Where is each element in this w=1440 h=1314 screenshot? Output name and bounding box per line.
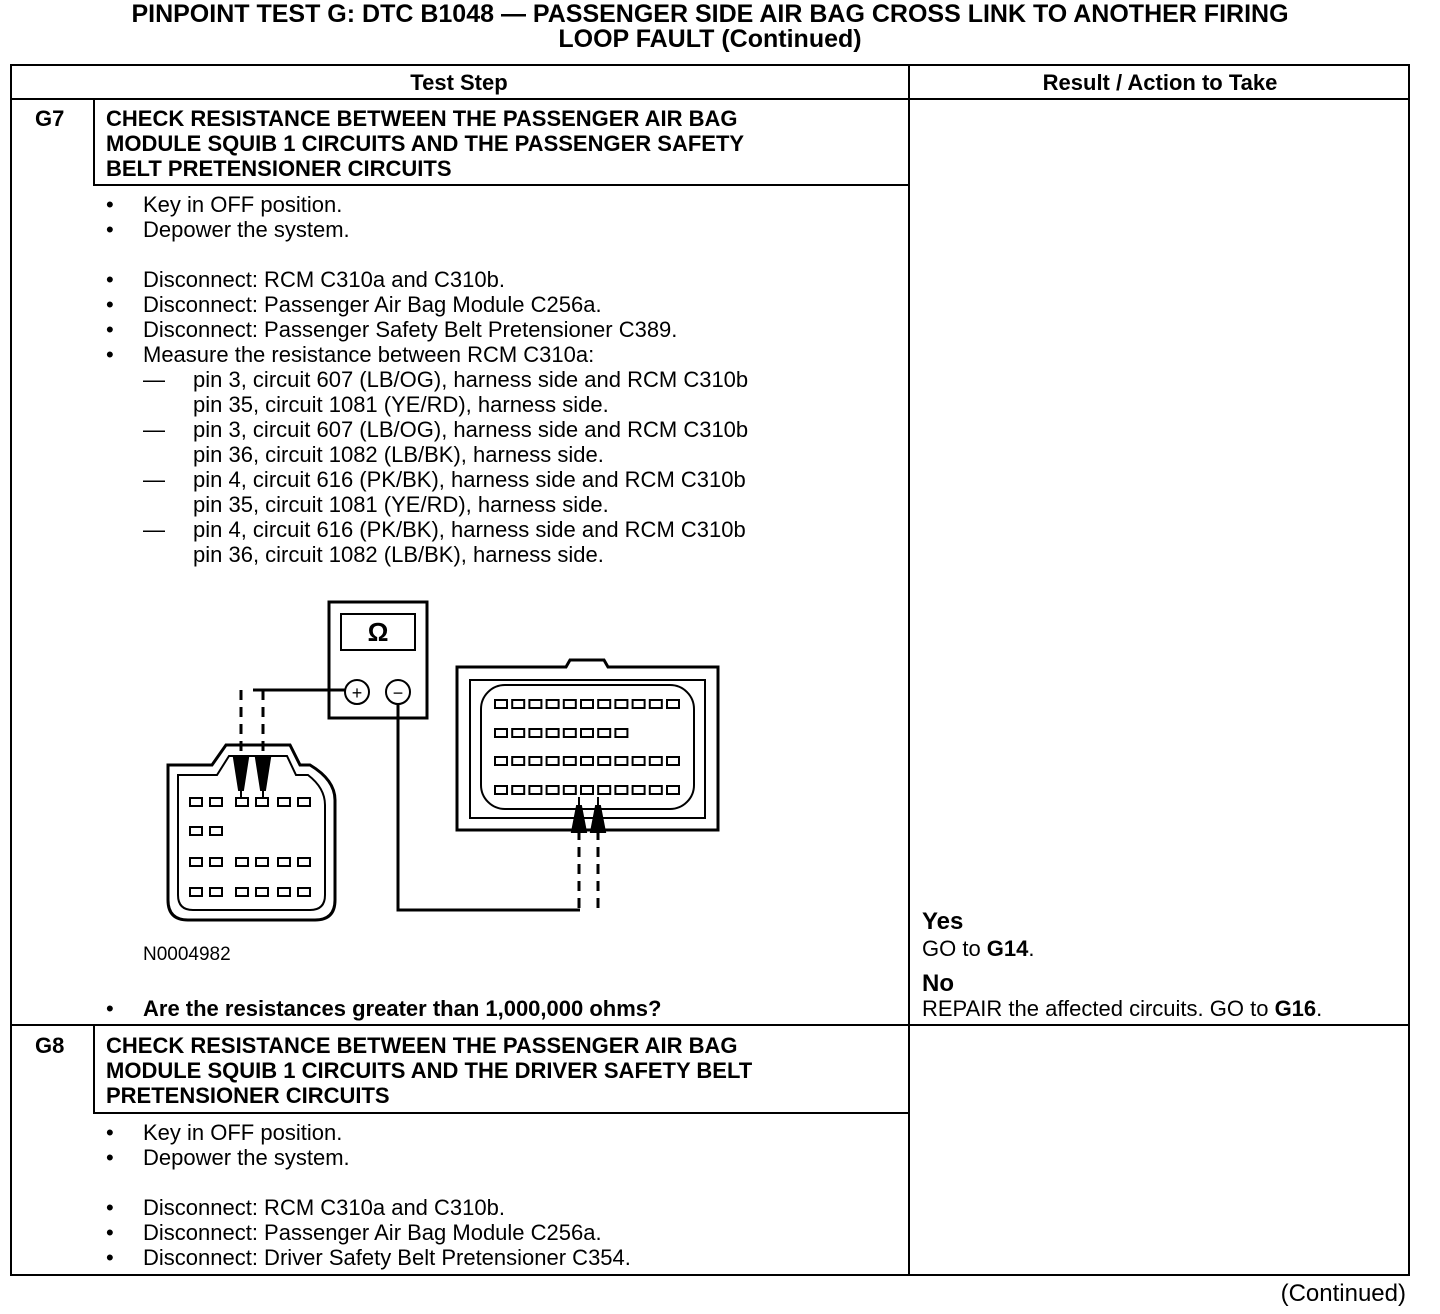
pin-cavity [495,729,507,737]
right-probe-tips [572,797,605,832]
list-item-text: Disconnect: RCM C310a and C310b. [143,267,505,292]
list-item-text: Key in OFF position. [143,192,343,217]
step-title-line: CHECK RESISTANCE BETWEEN THE PASSENGER AIR BAG [106,106,738,131]
left-connector-pins [190,798,310,896]
bullet-mark: • [106,1120,114,1145]
dash-mark: — [143,417,165,442]
pin-cavity [495,700,507,708]
bullet-mark: • [106,1195,114,1220]
pin-cavity [650,757,662,765]
dash-mark: — [143,517,165,542]
pin-cavity [581,786,593,794]
bullet-mark: • [106,267,114,292]
pin-cavity [615,786,627,794]
dash-mark: — [143,467,165,492]
pin-cavity [598,786,610,794]
result-no-action [922,996,1322,1022]
title-line-2: LOOP FAULT (Continued) [558,25,862,53]
pin-cavity [615,729,627,737]
goto-g14-link[interactable]: G14 [986,936,1029,961]
step-title-line: PRETENSIONER CIRCUITS [106,1083,390,1108]
bullet-mark: • [106,342,114,367]
pin-cavity [633,757,645,765]
header-result: Result / Action to Take [1042,70,1278,95]
step-title-g8 [106,1033,752,1108]
sub-item-text: pin 3, circuit 607 (LB/OG), harness side and RCM C310b [193,417,749,442]
bullet-mark: • [106,192,114,217]
pin-cavity [650,786,662,794]
dashed-probe-lines [241,690,598,910]
pin-cavity [547,729,559,737]
pin-cavity [495,757,507,765]
sub-item-text: pin 4, circuit 616 (PK/BK), harness side and RCM C310b [193,467,746,492]
pin-cavity [512,786,524,794]
pin-cavity [650,700,662,708]
step-title-line: MODULE SQUIB 1 CIRCUITS AND THE PASSENGER SAFETY [106,131,745,156]
pin-cavity [547,700,559,708]
pin-cavity [633,786,645,794]
list-item-text: Disconnect: Driver Safety Belt Pretensioner C354. [143,1245,631,1270]
pin-cavity [615,757,627,765]
bullet-mark: • [106,996,114,1021]
step-number-g8: G8 [35,1033,65,1058]
bullet-mark: • [106,1220,114,1245]
sub-item-text: pin 36, circuit 1082 (LB/BK), harness side. [193,442,604,467]
list-item-text: Disconnect: Passenger Safety Belt Pretensioner C389. [143,317,678,342]
sub-item-text: pin 3, circuit 607 (LB/OG), harness side and RCM C310b [193,367,749,392]
bullet-mark: • [106,317,114,342]
step-question: Are the resistances greater than 1,000,000 ohms? [143,996,662,1021]
result-yes-end: . [1028,936,1035,961]
pin-cavity [564,786,576,794]
pin-cavity [581,757,593,765]
dash-mark: — [143,367,165,392]
pin-cavity [547,786,559,794]
pin-cavity [667,700,679,708]
bullet-mark: • [106,292,114,317]
list-item-text: Key in OFF position. [143,1120,343,1145]
step-number-g7: G7 [35,106,65,131]
bullet-mark: • [106,217,114,242]
result-yes-label: Yes [922,908,964,935]
pin-cavity [564,729,576,737]
step-title-line: BELT PRETENSIONER CIRCUITS [106,156,452,181]
sub-item-text: pin 35, circuit 1081 (YE/RD), harness side. [193,492,609,517]
pin-cavity [615,700,627,708]
step-title-line: CHECK RESISTANCE BETWEEN THE PASSENGER AIR BAG [106,1033,738,1058]
pin-cavity [495,786,507,794]
pin-cavity [512,729,524,737]
pin-cavity [564,757,576,765]
pin-cavity [512,757,524,765]
result-no-text: REPAIR the affected circuits. GO to [922,996,1275,1021]
list-item-text: Disconnect: Passenger Air Bag Module C256a. [143,292,602,317]
result-yes-action [922,936,1035,962]
pin-cavity [667,786,679,794]
pin-cavity [633,700,645,708]
pin-cavity [529,786,541,794]
title-line-1: PINPOINT TEST G: DTC B1048 — PASSENGER SIDE AIR BAG CROSS LINK TO ANOTHER FIRING [131,0,1289,28]
list-item-text: Depower the system. [143,1145,350,1170]
pin-cavity [512,700,524,708]
sub-item-text: pin 36, circuit 1082 (LB/BK), harness side. [193,542,604,567]
pin-cavity [564,700,576,708]
bullet-mark: • [106,1145,114,1170]
pin-cavity [667,757,679,765]
sub-item-text: pin 4, circuit 616 (PK/BK), harness side and RCM C310b [193,517,746,542]
pin-cavity [581,729,593,737]
result-yes-text: GO to [922,936,987,961]
right-connector [457,660,718,830]
list-item-text: Depower the system. [143,217,350,242]
pin-cavity [529,700,541,708]
meter-leads [253,690,580,910]
figure-id: N0004982 [143,944,231,965]
result-no-label: No [922,970,954,997]
right-connector-pins [495,700,679,794]
pin-cavity [598,757,610,765]
plus-terminal: + [351,683,363,703]
step-title-line: MODULE SQUIB 1 CIRCUITS AND THE DRIVER SAFETY BELT [106,1058,753,1083]
left-probe-tips [234,758,270,798]
ohm-symbol: Ω [367,617,389,647]
pin-cavity [529,729,541,737]
pin-cavity [598,729,610,737]
goto-g16-link[interactable]: G16 [1274,996,1317,1021]
list-item-text: Disconnect: Passenger Air Bag Module C256a. [143,1220,602,1245]
list-item-text: Measure the resistance between RCM C310a: [143,342,595,367]
pin-cavity [598,700,610,708]
pin-cavity [581,700,593,708]
header-test-step: Test Step [410,70,508,95]
result-no-end: . [1316,996,1323,1021]
sub-item-text: pin 35, circuit 1081 (YE/RD), harness side. [193,392,609,417]
pin-cavity [529,757,541,765]
list-item-text: Disconnect: RCM C310a and C310b. [143,1195,505,1220]
continued-footer: (Continued) [1280,1280,1406,1307]
minus-terminal: − [392,683,404,703]
pin-cavity [547,757,559,765]
bullet-mark: • [106,1245,114,1270]
